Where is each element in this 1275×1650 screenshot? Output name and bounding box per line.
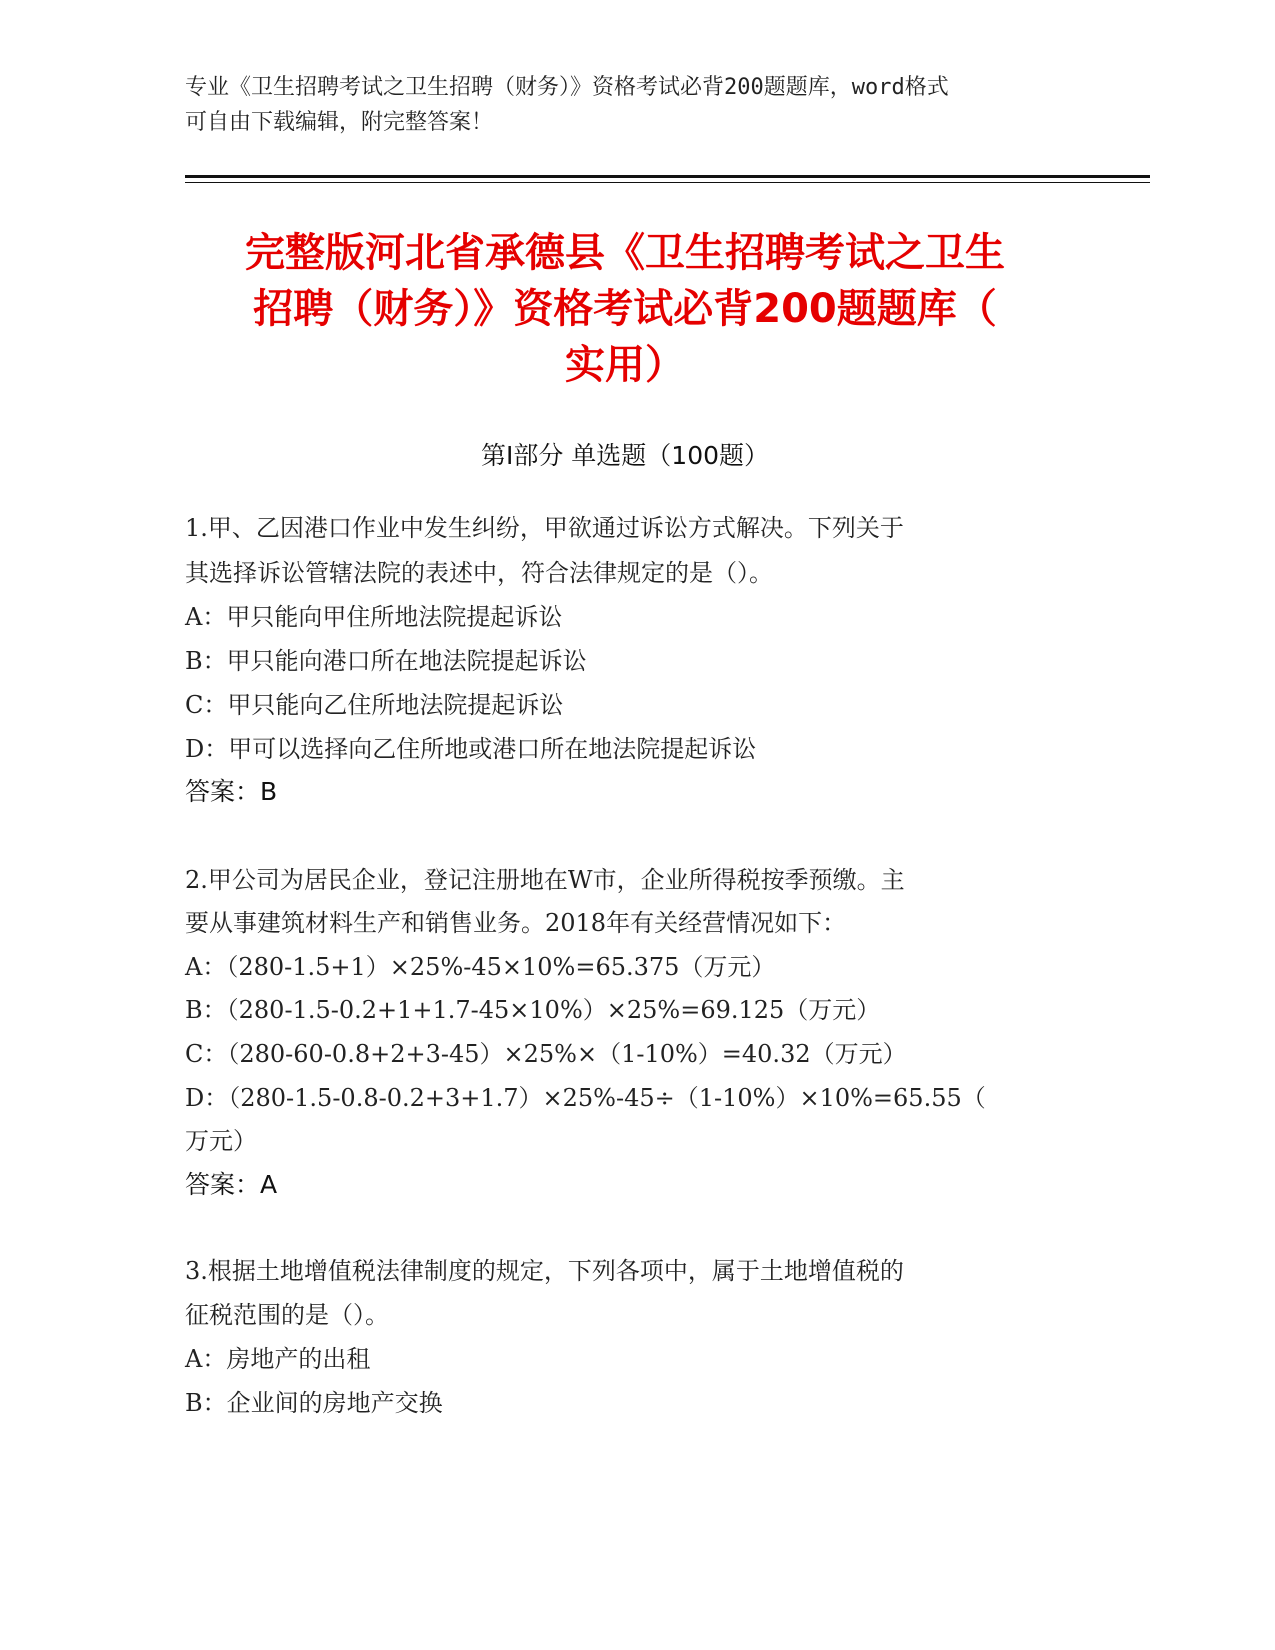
question-stem: 3.根据土地增值税法律制度的规定，下列各项中，属于土地增值税的: [185, 1257, 904, 1285]
title-line: 完整版河北省承德县《卫生招聘考试之卫生: [245, 230, 1005, 276]
header-note-line: 专业《卫生招聘考试之卫生招聘（财务）》资格考试必背200题题库，word格式: [185, 75, 949, 100]
answer: 答案：B: [185, 777, 278, 806]
question-stem: 1.甲、乙因港口作业中发生纠纷，甲欲通过诉讼方式解决。下列关于: [185, 514, 904, 542]
answer: 答案：A: [185, 1170, 278, 1199]
header-note-line: 可自由下载编辑，附完整答案！: [185, 110, 494, 135]
option-d: D：（280-1.5-0.8-0.2+3+1.7）×25%-45÷（1-10%）×10%=65.55（: [185, 1084, 986, 1112]
header-divider-thick: [185, 175, 1150, 178]
question-stem: 征税范围的是（）。: [185, 1301, 389, 1329]
option-b: B：企业间的房地产交换: [185, 1389, 443, 1417]
option-c: C：甲只能向乙住所地法院提起诉讼: [185, 691, 564, 719]
option-a: A：房地产的出租: [185, 1345, 371, 1373]
option-c: C：（280-60-0.8+2+3-45）×25%×（1-10%）=40.32（万元）: [185, 1040, 907, 1068]
question-stem: 其选择诉讼管辖法院的表述中，符合法律规定的是（）。: [185, 559, 773, 587]
option-b: B：（280-1.5-0.2+1+1.7-45×10%）×25%=69.125（万元）: [185, 996, 881, 1024]
option-a: A：甲只能向甲住所地法院提起诉讼: [185, 603, 563, 631]
document-title: [185, 225, 1065, 393]
section-title: 第Ⅰ部分 单选题（100题）: [480, 441, 770, 470]
question-stem: 要从事建筑材料生产和销售业务。2018年有关经营情况如下：: [185, 909, 847, 937]
option-a: A：（280-1.5+1）×25%-45×10%=65.375（万元）: [185, 953, 776, 981]
title-line: 实用）: [565, 342, 685, 388]
header-divider-thin: [185, 182, 1150, 183]
question-stem: 2.甲公司为居民企业，登记注册地在W市，企业所得税按季预缴。主: [185, 866, 905, 894]
header-note: [185, 70, 1065, 140]
option-d: D：甲可以选择向乙住所地或港口所在地法院提起诉讼: [185, 735, 757, 763]
option-b: B：甲只能向港口所在地法院提起诉讼: [185, 647, 587, 675]
title-line: 招聘（财务）》资格考试必背200题题库（: [253, 286, 997, 332]
option-d-continuation: 万元）: [185, 1127, 257, 1155]
